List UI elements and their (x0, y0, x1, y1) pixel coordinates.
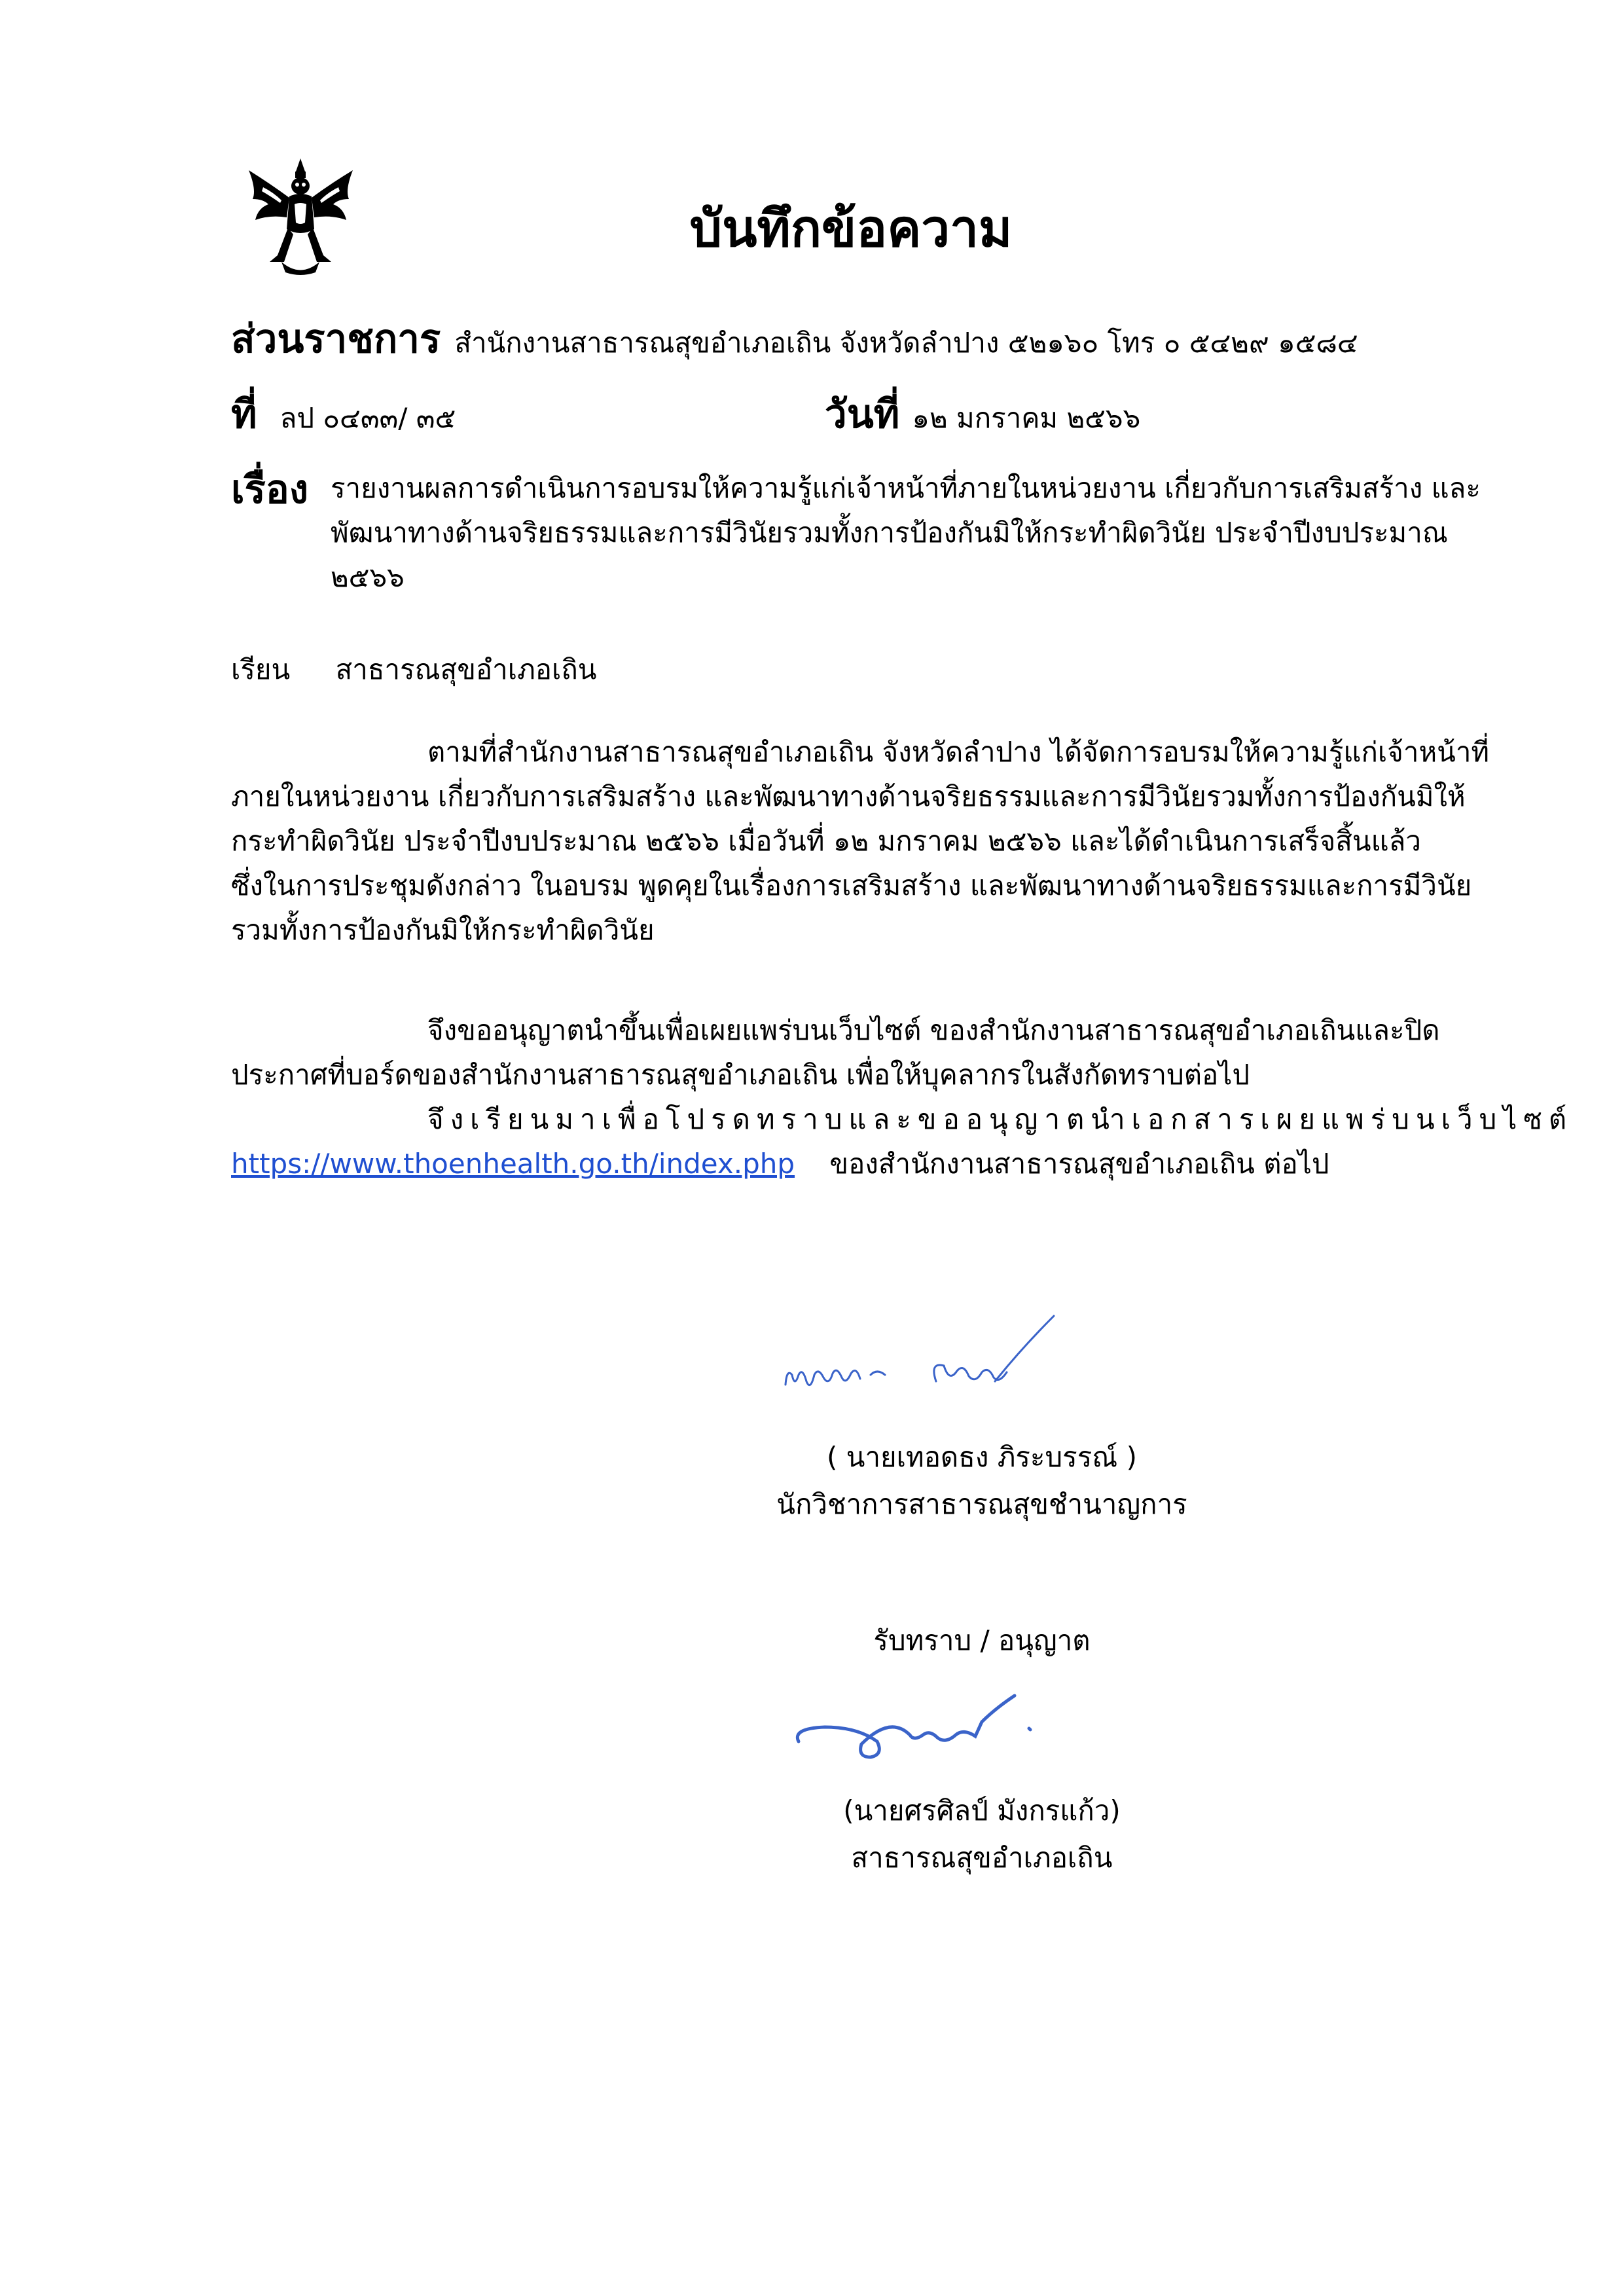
signer-1-name: ( นายเทอดธง ภิระบรรณ์ ) (827, 1441, 1137, 1473)
approval-block (720, 1617, 1244, 1664)
paragraph-line: ของสำนักงานสาธารณสุขอำเภอเถิน ต่อไป (829, 1148, 1329, 1180)
document-number-value: ลป ๐๔๓๓/ ๓๕ (280, 402, 456, 434)
paragraph-line: จึงขออนุญาตนำขึ้นเพื่อเผยแพร่บนเว็บไซต์ ของสำนักงานสาธารณสุขอำเภอเถินและปิด (427, 1014, 1440, 1046)
paragraph-line: ประกาศที่บอร์ดของสำนักงานสาธารณสุขอำเภอเถิน เพื่อให้บุคลากรในสังกัดทราบต่อไป (231, 1059, 1250, 1091)
website-link[interactable]: https://www.thoenhealth.go.th/index.php (231, 1148, 795, 1180)
salutation-row (231, 648, 596, 691)
document-number-row (231, 383, 456, 445)
approval-text: รับทราบ / อนุญาต (873, 1624, 1091, 1656)
date-value: ๑๒ มกราคม ๒๕๖๖ (912, 402, 1141, 434)
agency-label: ส่วนราชการ (231, 316, 441, 362)
body-paragraph-2 (231, 1008, 1475, 1097)
signer-2-position: สาธารณสุขอำเภอเถิน (851, 1842, 1113, 1874)
salutation-value: สาธารณสุขอำเภอเถิน (335, 653, 597, 685)
body-paragraph-1 (231, 730, 1490, 953)
paragraph-line: ซึ่งในการประชุมดังกล่าว ในอบรม พูดคุยในเรื่องการเสริมสร้าง และพัฒนาทางด้านจริยธรรมและการมีวินัย (231, 869, 1472, 902)
paragraph-line: จึงเรียนมาเพื่อโปรดทราบและขออนุญาตนำเอกสารเผยแพร่บนเว็บไซต์ (427, 1103, 1574, 1135)
paragraph-line: รวมทั้งการป้องกันมิให้กระทำผิดวินัย (231, 914, 655, 946)
paragraph-line: กระทำผิดวินัย ประจำปีงบประมาณ ๒๕๖๖ เมื่อวันที่ ๑๒ มกราคม ๒๕๖๖ และได้ดำเนินการเสร็จสิ้นแล้ว (231, 825, 1421, 857)
signature-1 (772, 1309, 1074, 1421)
body-paragraph-3 (231, 1097, 1574, 1186)
salutation-label: เรียน (231, 653, 291, 685)
subject-line: ๒๕๖๖ (331, 561, 405, 593)
signer-2-block (720, 1787, 1244, 1882)
signer-1-position: นักวิชาการสาธารณสุขชำนาญการ (776, 1488, 1187, 1520)
agency-row (231, 308, 1358, 370)
date-row (825, 383, 1140, 445)
paragraph-line: ตามที่สำนักงานสาธารณสุขอำเภอเถิน จังหวัดลำปาง ได้จัดการอบรมให้ความรู้แก่เจ้าหน้าที่ (427, 736, 1490, 768)
subject-label-wrap (231, 458, 308, 520)
subject-label: เรื่อง (231, 467, 309, 513)
subject-line: รายงานผลการดำเนินการอบรมให้ความรู้แก่เจ้าหน้าที่ภายในหน่วยงาน เกี่ยวกับการเสริมสร้าง และ (331, 472, 1481, 504)
subject-line: พัฒนาทางด้านจริยธรรมและการมีวินัยรวมทั้งการป้องกันมิให้กระทำผิดวินัย ประจำปีงบประมาณ (331, 517, 1448, 549)
paragraph-line: ภายในหน่วยงาน เกี่ยวกับการเสริมสร้าง และพัฒนาทางด้านจริยธรรมและการมีวินัยรวมทั้งการป้องกันมิให้ (231, 780, 1466, 812)
subject-text (331, 466, 1483, 600)
agency-value: สำนักงานสาธารณสุขอำเภอเถิน จังหวัดลำปาง ๕๒๑๖๐ โทร ๐ ๕๔๒๙ ๑๕๘๔ (454, 327, 1358, 359)
signer-2-name: (นายศรศิลป์ มังกรแก้ว) (843, 1795, 1121, 1827)
signer-1-block (720, 1434, 1244, 1528)
document-number-label: ที่ (231, 392, 257, 437)
garuda-emblem-icon (244, 157, 358, 278)
date-label: วันที่ (825, 392, 900, 437)
document-title: บันทึกข้อความ (689, 200, 1013, 259)
signature-2 (785, 1689, 1087, 1787)
